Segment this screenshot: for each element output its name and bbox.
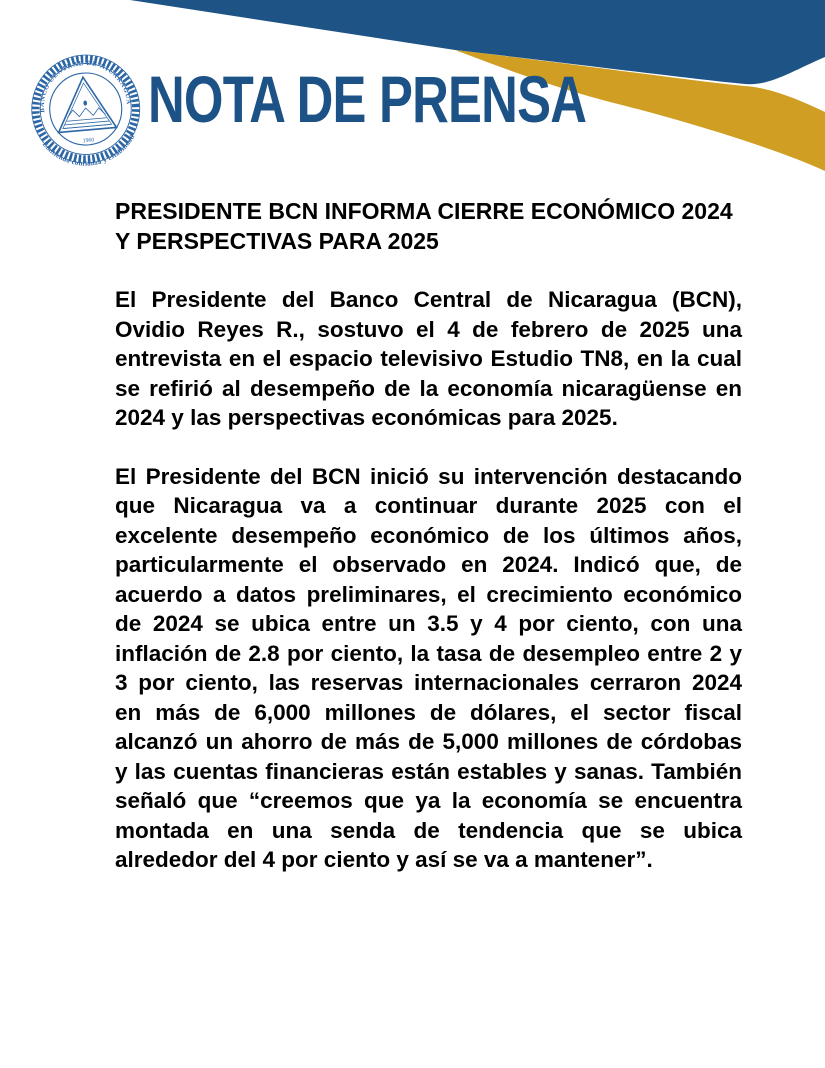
seal-cap-icon: [83, 100, 87, 105]
document-title: PRESIDENTE BCN INFORMA CIERRE ECONÓMICO 2024 Y PERSPECTIVAS PARA 2025: [115, 198, 733, 254]
paragraph-economic-results: El Presidente del BCN inició su intervención destacando que Nicaragua va a continuar durante 2025 con el excelente desempeño económico de los últimos años, particularmente el observado en 2024. Indicó que, de acuerdo a datos preliminares, el crecimiento económico de 2024 se ubica entre un 3.5 y 4 por ciento, con una inflación de 2.8 por ciento, la tasa de desempleo entre 2 y 3 por ciento, las reservas internacionales cerraron 2024 en más de 6,000 millones de dólares, el sector fiscal alcanzó un ahorro de más de 5,000 millones de córdobas y las cuentas financieras están estables y sanas. También señaló que “creemos que ya la economía se encuentra montada en una senda de tendencia que se ubica alrededor del 4 por ciento y así se va a mantener”.: [115, 463, 742, 872]
seal-ring-text: BANCO CENTRAL DE NICARAGUA: [38, 59, 133, 113]
document-body: [115, 196, 742, 904]
seal-sea-line: [65, 121, 109, 125]
seal-year-text: 1960: [82, 137, 95, 145]
banner-title: NOTA DE PRENSA: [148, 62, 587, 136]
seal-motto-text: Emitiendo confianza y estabilidad: [40, 133, 137, 168]
paragraph-intro: El Presidente del Banco Central de Nicaragua (BCN), Ovidio Reyes R., sostuvo el 4 de febrero de 2025 una entrevista en el espacio televisivo Estudio TN8, en la cual se refirió al desempeño de la economía nicaragüense en 2024 y las perspectivas económicas para 2025.: [115, 287, 742, 430]
seal-sea-line: [67, 118, 107, 121]
bcn-logo-seal: [20, 46, 154, 186]
